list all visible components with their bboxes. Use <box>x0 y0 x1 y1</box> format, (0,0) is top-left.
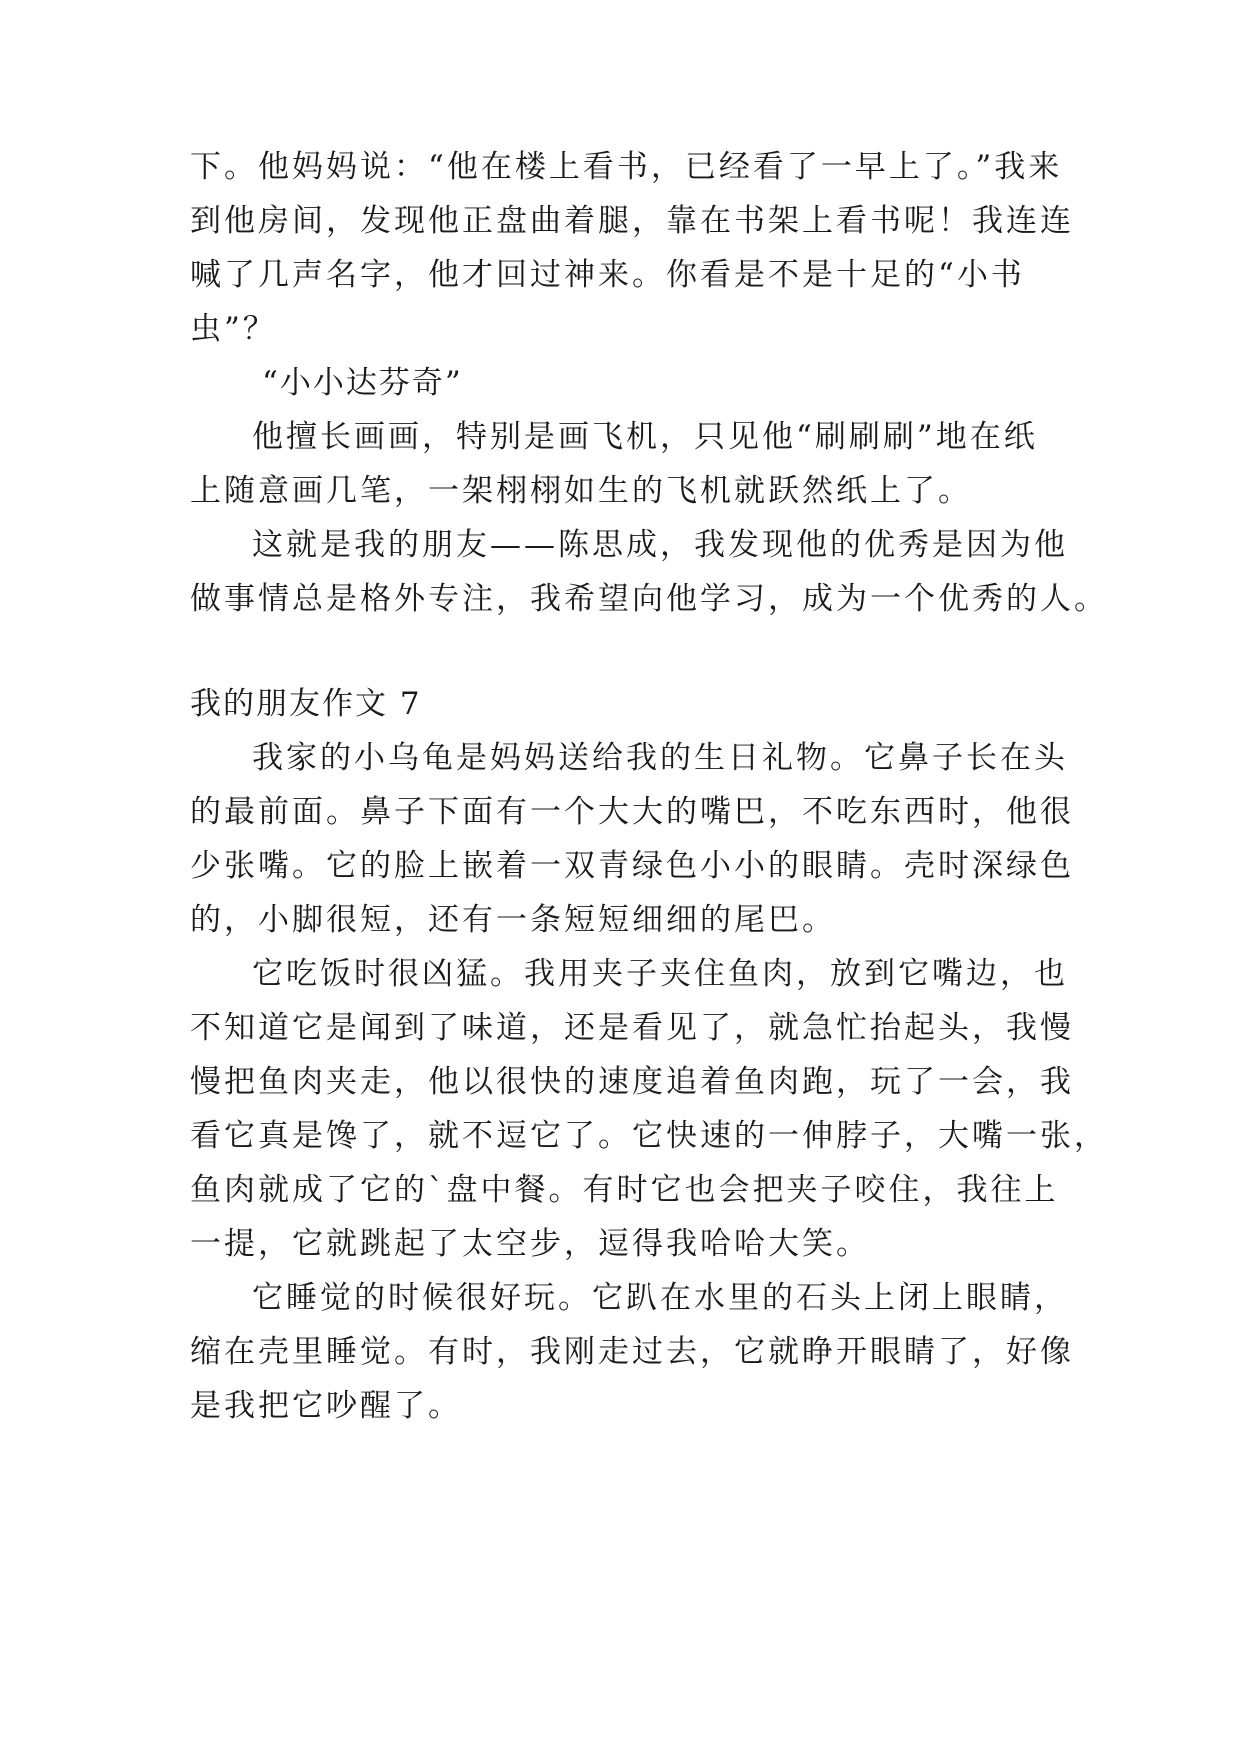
paragraph-line: 不知道它是闻到了味道，还是看见了，就急忙抬起头，我慢 <box>190 1010 1074 1046</box>
paragraph-line: 的，小脚很短，还有一条短短细细的尾巴。 <box>190 902 836 938</box>
section-subheading: “小小达芬奇” <box>262 365 463 401</box>
paragraph-line: 的最前面。鼻子下面有一个大大的嘴巴，不吃东西时，他很 <box>190 794 1074 830</box>
paragraph-line: 它吃饭时很凶猛。我用夹子夹住鱼肉，放到它嘴边，也 <box>252 956 1068 992</box>
paragraph-line: 鱼肉就成了它的`盘中餐。有时它也会把夹子咬住，我往上 <box>190 1172 1059 1208</box>
paragraph-line: 看它真是馋了，就不逗它了。它快速的一伸脖子，大嘴一张， <box>190 1118 1108 1154</box>
paragraph-line: 到他房间，发现他正盘曲着腿，靠在书架上看书呢！我连连 <box>190 203 1074 239</box>
essay-title: 我的朋友作文 7 <box>190 686 422 722</box>
paragraph-line: 缩在壳里睡觉。有时，我刚走过去，它就睁开眼睛了，好像 <box>190 1334 1074 1370</box>
paragraph-line: 一提，它就跳起了太空步，逗得我哈哈大笑。 <box>190 1226 870 1262</box>
paragraph-line: 虫”？ <box>190 311 277 347</box>
paragraph-line: 我家的小乌龟是妈妈送给我的生日礼物。它鼻子长在头 <box>252 740 1068 776</box>
paragraph-line: 它睡觉的时候很好玩。它趴在水里的石头上闭上眼睛， <box>252 1280 1068 1316</box>
paragraph-line: 这就是我的朋友——陈思成，我发现他的优秀是因为他 <box>252 527 1068 563</box>
paragraph-line: 做事情总是格外专注，我希望向他学习，成为一个优秀的人。 <box>190 581 1108 617</box>
paragraph-line: 喊了几声名字，他才回过神来。你看是不是十足的“小书 <box>190 257 1025 293</box>
paragraph-line: 慢把鱼肉夹走，他以很快的速度追着鱼肉跑，玩了一会，我 <box>190 1064 1074 1100</box>
paragraph-line: 上随意画几笔，一架栩栩如生的飞机就跃然纸上了。 <box>190 473 972 509</box>
paragraph-line: 他擅长画画，特别是画飞机，只见他“刷刷刷”地在纸 <box>252 419 1038 455</box>
paragraph-line: 少张嘴。它的脸上嵌着一双青绿色小小的眼睛。壳时深绿色 <box>190 848 1074 884</box>
paragraph-line: 是我把它吵醒了。 <box>190 1388 462 1424</box>
paragraph-line: 下。他妈妈说：“他在楼上看书，已经看了一早上了。”我来 <box>190 149 1063 185</box>
